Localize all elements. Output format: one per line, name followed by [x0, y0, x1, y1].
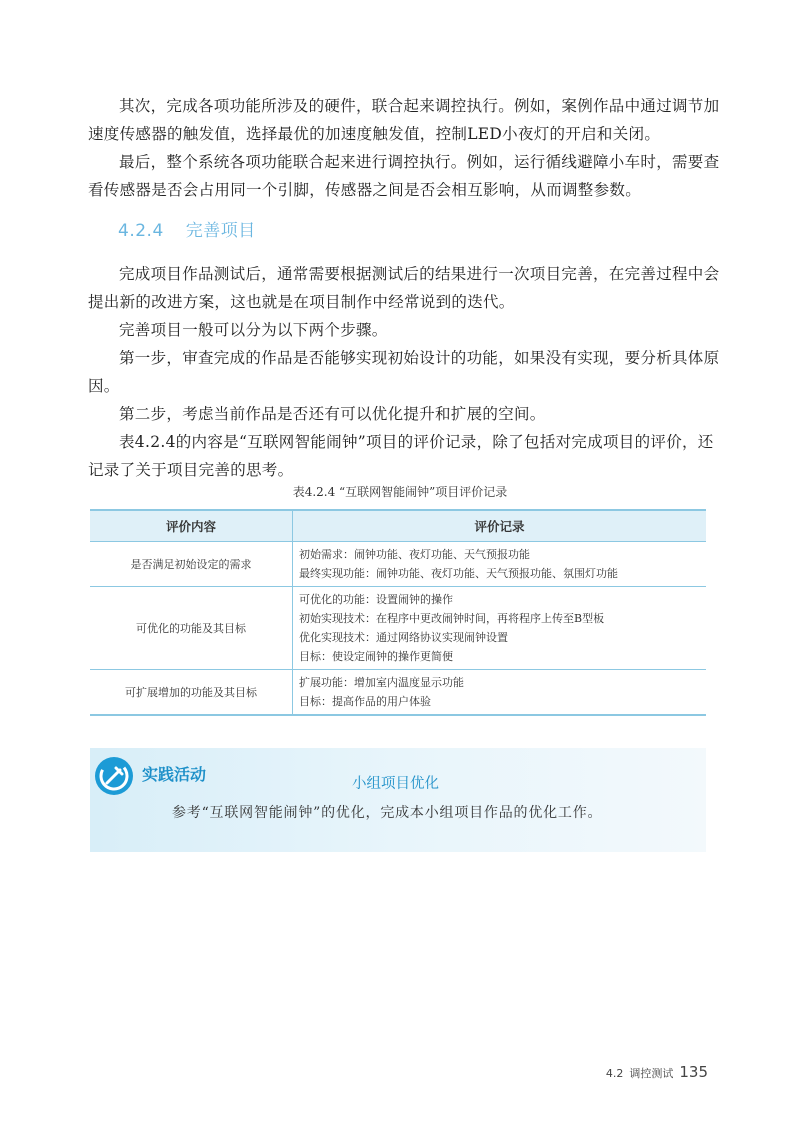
row-record [293, 670, 707, 716]
table-header-content: 评价内容 [90, 510, 293, 542]
row-record [293, 587, 707, 670]
section-heading [118, 216, 256, 241]
table-caption: 表4.2.4 “互联网智能闹钟”项目评价记录 [292, 485, 508, 499]
record-line: 扩展功能：增加室内温度显示功能 [299, 676, 464, 689]
table-header-row [90, 510, 706, 542]
paragraph-table-intro: 表4.2.4的内容是“互联网智能闹钟”项目的评价记录，除了包括对完成项目的评价，还记录了关于项目完善的思考。 [88, 433, 714, 479]
paragraph-system-control: 最后，整个系统各项功能联合起来进行调控执行。例如，运行循线避障小车时，需要查看传感器是否会占用同一个引脚，传感器之间是否会相互影响，从而调整参数。 [88, 153, 720, 199]
activity-title: 小组项目优化 [352, 776, 439, 792]
row-label: 可优化的功能及其目标 [90, 587, 293, 670]
table-header-record: 评价记录 [293, 510, 707, 542]
record-line: 初始需求：闹钟功能、夜灯功能、天气预报功能 [299, 548, 530, 561]
record-line: 最终实现功能：闹钟功能、夜灯功能、天气预报功能、氛围灯功能 [299, 567, 618, 580]
record-line: 可优化的功能：设置闹钟的操作 [299, 593, 453, 606]
row-record [293, 542, 707, 587]
record-line: 目标：使设定闹钟的操作更简便 [299, 650, 453, 663]
activity-text: 参考“互联网智能闹钟”的优化，完成本小组项目作品的优化工作。 [172, 805, 603, 821]
record-line: 优化实现技术：通过网络协议实现闹钟设置 [299, 631, 508, 644]
table-row [90, 542, 706, 587]
paragraph-steps-intro: 完善项目一般可以分为以下两个步骤。 [119, 321, 388, 339]
section-number: 4.2.4 [118, 221, 164, 241]
paragraph-step-two: 第二步，考虑当前作品是否还有可以优化提升和扩展的空间。 [119, 405, 546, 423]
activity-label: 实践活动 [142, 765, 207, 784]
paragraph-hardware-control: 其次，完成各项功能所涉及的硬件，联合起来调控执行。例如，案例作品中通过调节加速度传感器的触发值，选择最优的加速度触发值，控制LED小夜灯的开启和关闭。 [88, 97, 720, 143]
paragraph-step-one: 第一步，审查完成的作品是否能够实现初始设计的功能，如果没有实现，要分析具体原因。 [88, 349, 720, 395]
footer-section-title: 调控测试 [629, 1067, 674, 1080]
table-row [90, 670, 706, 716]
practice-activity-box [90, 748, 706, 852]
page-footer [606, 1062, 708, 1081]
footer-section-number: 4.2 [605, 1067, 624, 1080]
row-label: 是否满足初始设定的需求 [90, 542, 293, 587]
record-line: 目标：提高作品的用户体验 [299, 695, 431, 708]
page-number: 135 [679, 1063, 708, 1081]
row-label: 可扩展增加的功能及其目标 [90, 670, 293, 716]
paragraph-project-refine-intro: 完成项目作品测试后，通常需要根据测试后的结果进行一次项目完善，在完善过程中会提出新的改进方案，这也就是在项目制作中经常说到的迭代。 [88, 265, 720, 311]
practice-activity-icon [94, 756, 134, 796]
evaluation-table [90, 509, 706, 716]
record-line: 初始实现技术：在程序中更改闹钟时间，再将程序上传至B型板 [299, 612, 605, 625]
table-row [90, 587, 706, 670]
section-title: 完善项目 [185, 221, 256, 241]
